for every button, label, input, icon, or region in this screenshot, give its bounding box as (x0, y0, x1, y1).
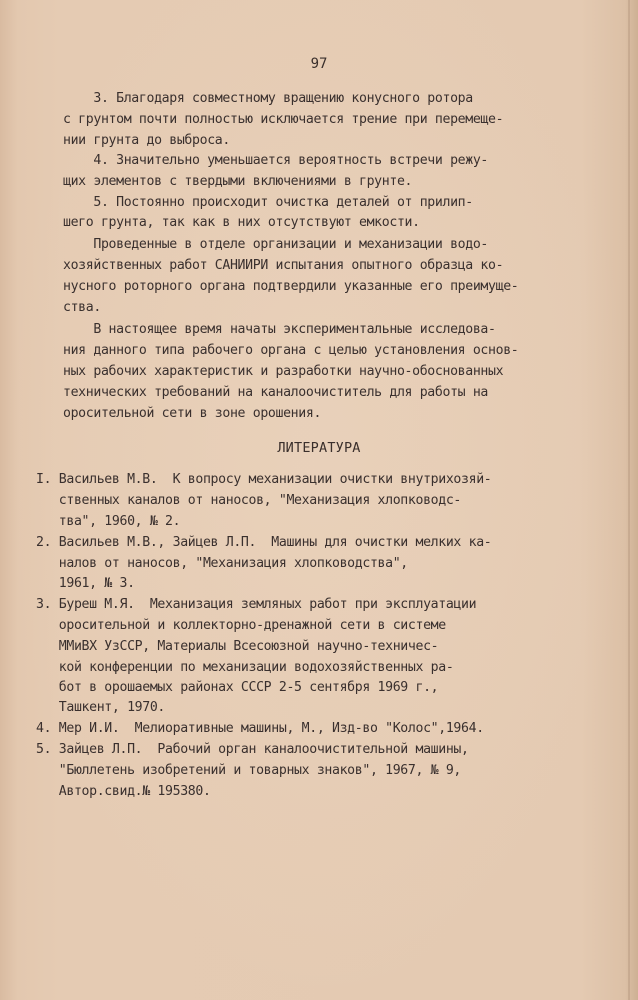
reference-line: ММиВХ УзССР, Материалы Всесоюзной научно-техничес- (36, 639, 439, 654)
reference-line: бот в орошаемых районах СССР 2-5 сентября 1969 г., (36, 680, 439, 695)
body-line: ства. (63, 300, 101, 315)
body-line: оросительной сети в зоне орошения. (63, 406, 322, 421)
reference-line: налов от наносов, "Механизация хлопководства", (36, 556, 408, 571)
reference-line: кой конференции по механизации водохозяйственных ра- (36, 660, 454, 675)
page-number: 97 (310, 56, 328, 72)
body-line: щих элементов с твердыми включениями в грунте. (63, 174, 413, 189)
body-line: шего грунта, так как в них отсутствуют емкости. (63, 215, 420, 230)
body-line: нусного роторного органа подтвердили указанные его преимуще- (63, 279, 519, 294)
reference-line: оросительной и коллекторно-дренажной сети в системе (36, 618, 446, 633)
reference-line: 3. Буреш М.Я. Механизация земляных работ при эксплуатации (36, 597, 477, 612)
body-line: 4. Значительно уменьшается вероятность встречи режу- (63, 153, 489, 168)
page-edge-shadow (628, 0, 630, 1000)
body-line: ных рабочих характеристик и разработки научно-обоснованных (63, 364, 504, 379)
body-line: 3. Благодаря совместному вращению конусного ротора (63, 91, 473, 106)
reference-line: ственных каналов от наносов, "Механизация хлопководс- (36, 493, 462, 508)
reference-line: 5. Зайцев Л.П. Рабочий орган каналоочистительной машины, (36, 742, 469, 757)
body-line: технических требований на каналоочиститель для работы на (63, 385, 489, 400)
reference-line: "Бюллетень изобретений и товарных знаков", 1967, № 9, (36, 763, 462, 778)
body-line: с грунтом почти полностью исключается трение при перемеще- (63, 112, 504, 127)
reference-line: 4. Мер И.И. Мелиоративные машины, М., Изд-во "Колос",1964. (36, 721, 484, 736)
literature-heading: ЛИТЕРАТУРА (277, 440, 361, 456)
reference-line: Автор.свид.№ 195380. (36, 784, 211, 799)
body-line: В настоящее время начаты экспериментальные исследова- (63, 322, 496, 337)
body-line: хозяйственных работ САНИИРИ испытания опытного образца ко- (63, 258, 504, 273)
reference-line: I. Васильев М.В. К вопросу механизации очистки внутрихозяй- (36, 472, 492, 487)
reference-line: Ташкент, 1970. (36, 700, 166, 715)
reference-line: 2. Васильев М.В., Зайцев Л.П. Машины для очистки мелких ка- (36, 535, 492, 550)
body-line: ния данного типа рабочего органа с целью установления основ- (63, 343, 519, 358)
body-line: нии грунта до выброса. (63, 133, 230, 148)
body-line: Проведенные в отделе организации и механизации водо- (63, 237, 489, 252)
reference-line: 1961, № 3. (36, 576, 135, 591)
body-line: 5. Постоянно происходит очистка деталей от прилип- (63, 195, 473, 210)
reference-line: тва", 1960, № 2. (36, 514, 181, 529)
